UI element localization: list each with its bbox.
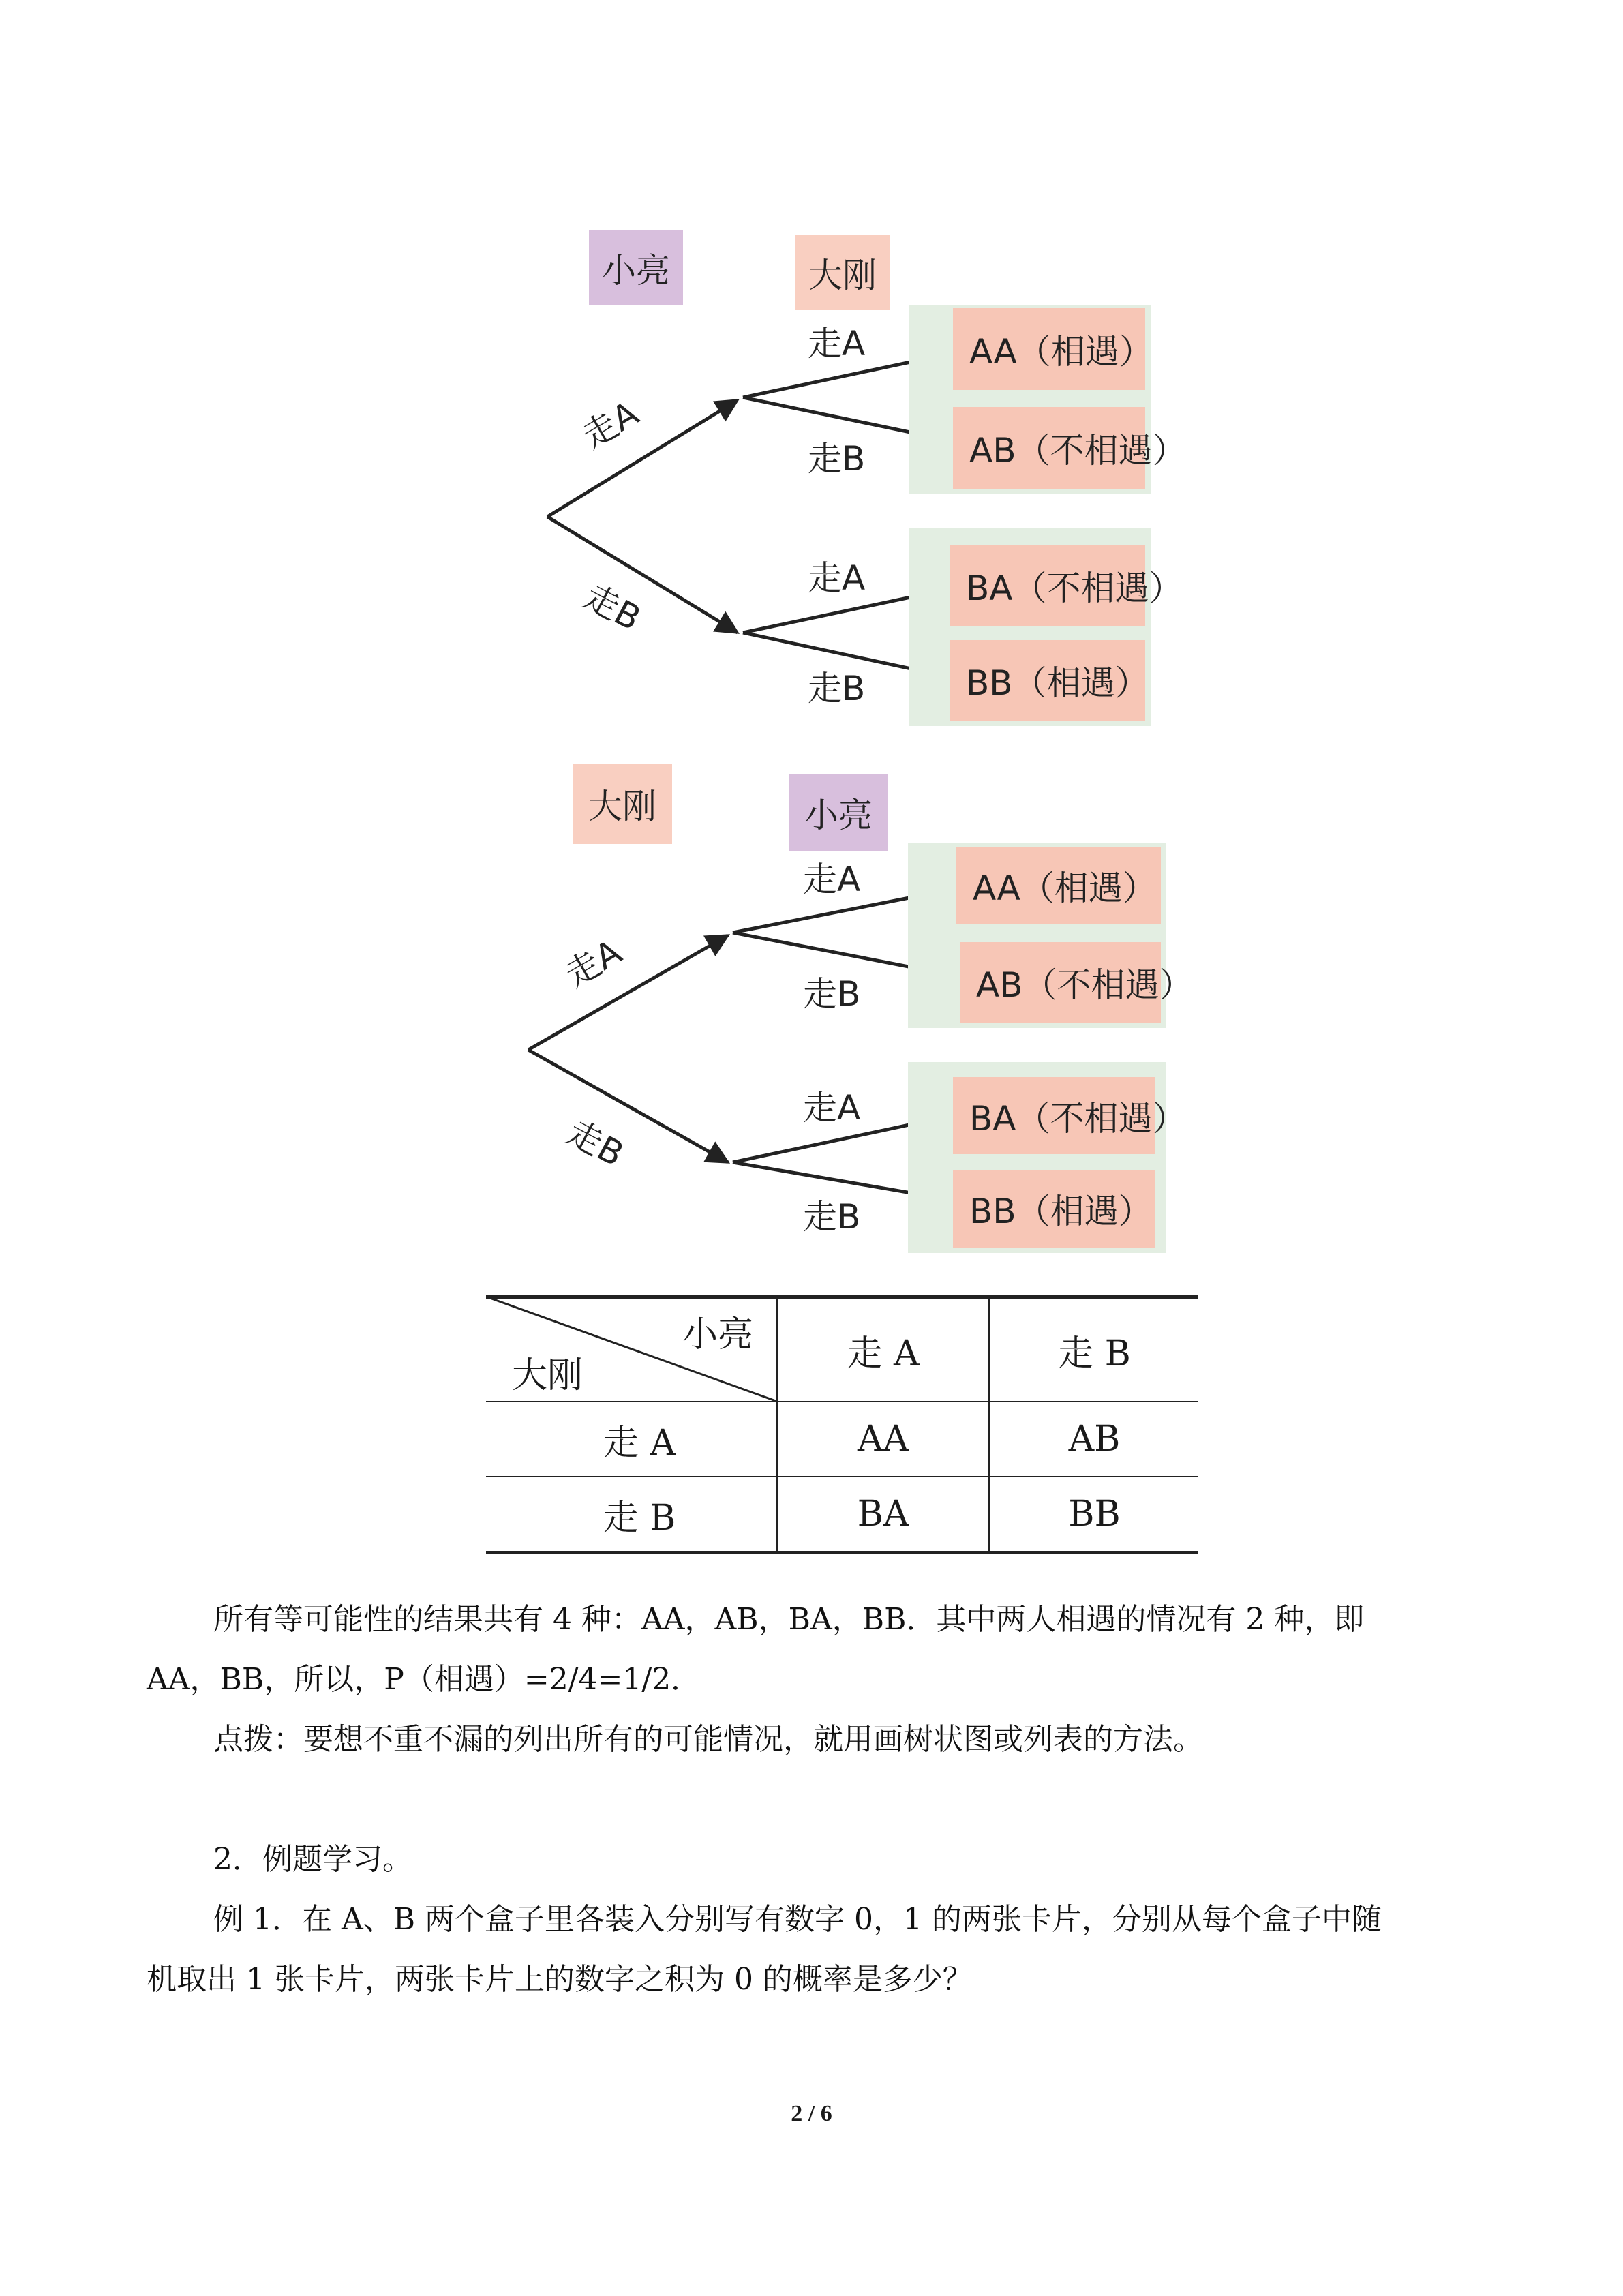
tree-2-outcome: AA（相遇） — [956, 847, 1161, 924]
tree-1-sub-label: 走A — [808, 558, 866, 598]
tree-1-sub-label: 走A — [808, 324, 866, 363]
table-col-header: 走 B — [1058, 1333, 1131, 1374]
section-heading: 2．例题学习。 — [213, 1842, 412, 1877]
tree-2-sub-label: 走B — [803, 974, 861, 1014]
tree-2-outcome: AB（不相遇） — [960, 942, 1161, 1023]
tree-1-branch-b-line — [547, 517, 738, 633]
table-cell: AA — [857, 1419, 909, 1460]
table-cell: BA — [857, 1494, 909, 1535]
outcome-table — [486, 1295, 1198, 1554]
table-col-header: 走 A — [847, 1333, 920, 1374]
tree-2-branch-b-line — [528, 1050, 728, 1162]
table-bottom-rule — [486, 1551, 1198, 1554]
tree-2-outcome: BA（不相遇） — [953, 1077, 1155, 1154]
page-number: 2 / 6 — [791, 2101, 832, 2126]
tree-2-branch-b-label: 走B — [560, 1112, 631, 1175]
tree-1-branch-b-label: 走B — [577, 576, 648, 639]
tree-diagram-2 — [0, 750, 1623, 1268]
tree-2-branch-a-label: 走A — [558, 932, 628, 995]
tree-1-sub-label: 走B — [808, 439, 866, 479]
tree-1-branch-a-label: 走A — [575, 393, 646, 457]
tree-1-second-label: 大刚 — [795, 235, 890, 310]
example-line-1: 例 1．在 A、B 两个盒子里各装入分别写有数字 0，1 的两张卡片，分别从每个盒子中随 — [213, 1902, 1382, 1937]
tree-2-sub-label: 走A — [803, 860, 861, 899]
tree-1-outcome: AB（不相遇） — [953, 407, 1145, 489]
table-cell: BB — [1068, 1494, 1121, 1535]
tree-2-sub-label: 走A — [803, 1088, 861, 1128]
table-cell: AB — [1068, 1419, 1121, 1460]
result-paragraph-line-1: 所有等可能性的结果共有 4 种：AA，AB，BA，BB．其中两人相遇的情况有 2 种，即 — [213, 1602, 1365, 1637]
table-corner-top: 小亮 — [682, 1314, 753, 1355]
tree-1-outcome: BB（相遇） — [950, 640, 1145, 721]
tree-1-outcome: BA（不相遇） — [950, 545, 1145, 626]
example-line-2: 机取出 1 张卡片，两张卡片上的数字之积为 0 的概率是多少？ — [147, 1962, 973, 1997]
table-row-header: 走 B — [603, 1497, 676, 1539]
tree-1-outcome: AA（相遇） — [953, 308, 1145, 390]
tree-diagram-1 — [0, 0, 1623, 736]
tree-1-sub-label: 走B — [808, 669, 866, 708]
table-row-header: 走 A — [603, 1422, 676, 1464]
result-paragraph-line-2: AA，BB，所以，P（相遇）=2/4=1/2． — [147, 1662, 701, 1697]
tree-2-first-label: 大刚 — [573, 764, 672, 844]
tree-2-second-label: 小亮 — [789, 774, 888, 851]
tree-1-first-label: 小亮 — [589, 230, 683, 305]
tree-2-sub-label: 走B — [803, 1197, 861, 1237]
tip-paragraph: 点拨：要想不重不漏的列出所有的可能情况，就用画树状图或列表的方法。 — [213, 1722, 1203, 1757]
table-corner-bottom: 大刚 — [511, 1355, 583, 1396]
tree-2-outcome: BB（相遇） — [953, 1170, 1155, 1248]
tree-1-lines — [0, 0, 1623, 736]
